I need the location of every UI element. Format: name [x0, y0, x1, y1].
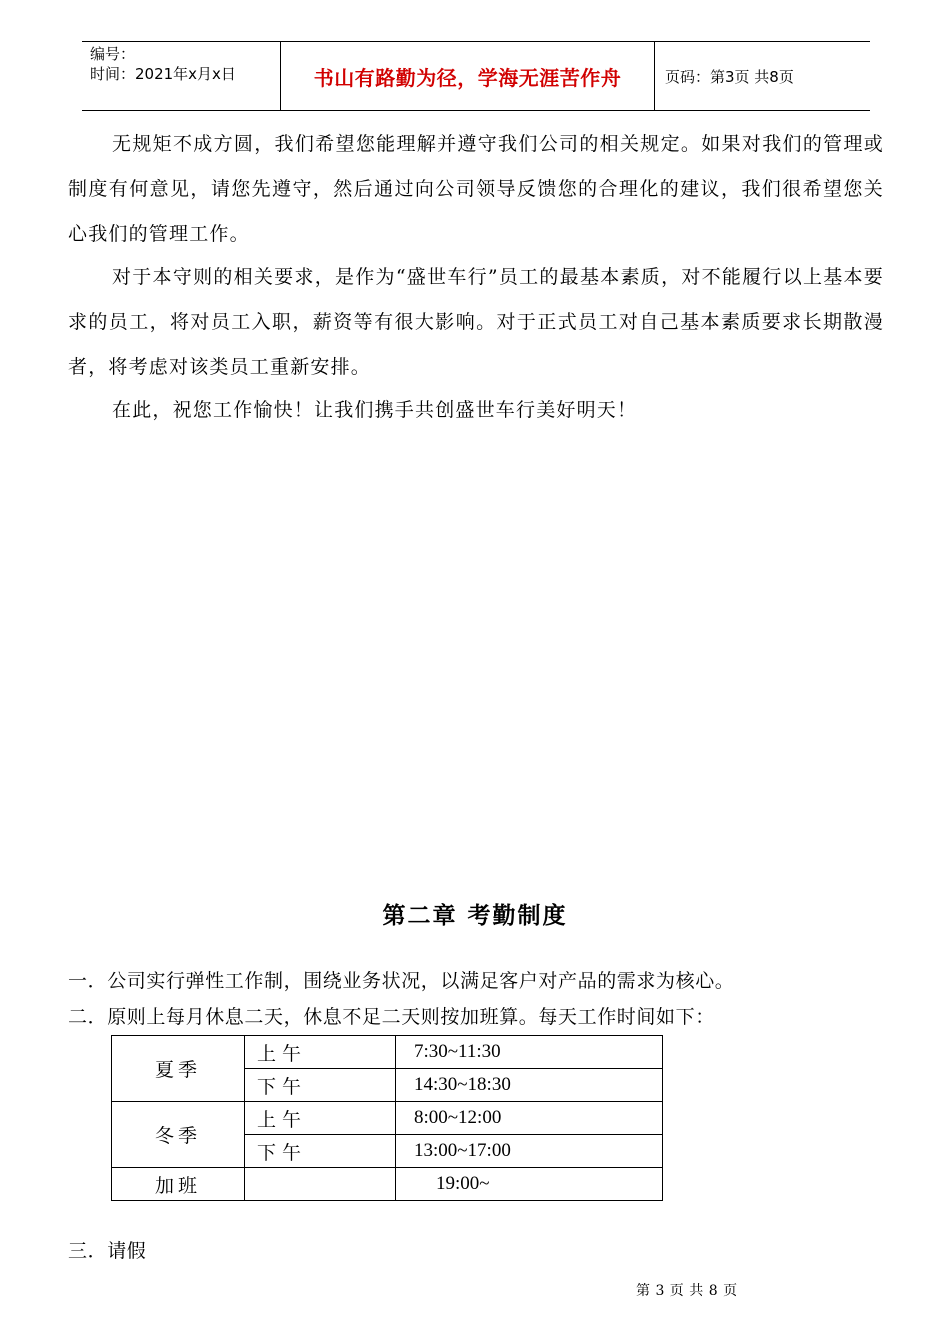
- season-cell: 夏季: [112, 1036, 245, 1102]
- period-cell: [245, 1168, 396, 1201]
- overtime-cell: 加班: [112, 1168, 245, 1201]
- header-page-info: 页码：第3页 共8页: [665, 67, 794, 86]
- table-row: [112, 1102, 663, 1135]
- paragraph: 对于本守则的相关要求，是作为“盛世车行”员工的最基本素质，对不能履行以上基本要求的员工，将对员工入职，薪资等有很大影响。对于正式员工对自己基本素质要求长期散漫者，将考虑对该类员工重新安排。: [68, 266, 884, 378]
- period-cell: 上午: [245, 1036, 396, 1069]
- period-cell: 下午: [245, 1069, 396, 1102]
- time-cell: 13:00~17:00: [396, 1135, 663, 1168]
- page-footer: 第 3 页 共 8 页: [636, 1283, 738, 1299]
- list-item: 二．原则上每月休息二天，休息不足二天则按加班算。每天工作时间如下：: [68, 1006, 715, 1028]
- document-date: 时间：2021年x月x日: [90, 65, 236, 83]
- time-cell: 14:30~18:30: [396, 1069, 663, 1102]
- paragraph: 无规矩不成方圆，我们希望您能理解并遵守我们公司的相关规定。如果对我们的管理或制度有何意见，请您先遵守，然后通过向公司领导反馈您的合理化的建议，我们很希望您关心我们的管理工作。: [68, 133, 884, 245]
- header-divider: [654, 42, 655, 110]
- list-item: 一．公司实行弹性工作制，围绕业务状况，以满足客户对产品的需求为核心。: [68, 970, 735, 992]
- list-item: 三．请假: [68, 1240, 147, 1262]
- header-motto: 书山有路勤为径，学海无涯苦作舟: [313, 65, 622, 90]
- period-cell: 上午: [245, 1102, 396, 1135]
- table-row: [112, 1168, 663, 1201]
- time-cell: 19:00~: [396, 1168, 663, 1201]
- header-meta: [90, 44, 275, 84]
- time-cell: 8:00~12:00: [396, 1102, 663, 1135]
- page-header: [82, 41, 870, 111]
- time-cell: 7:30~11:30: [396, 1036, 663, 1069]
- table-row: [112, 1036, 663, 1069]
- season-cell: 冬季: [112, 1102, 245, 1168]
- chapter-title: 第二章 考勤制度: [382, 903, 568, 929]
- paragraph: 在此，祝您工作愉快！让我们携手共创盛世车行美好明天！: [112, 399, 638, 421]
- work-schedule-table: [111, 1035, 663, 1201]
- period-cell: 下午: [245, 1135, 396, 1168]
- document-code-label: 编号：: [90, 45, 136, 63]
